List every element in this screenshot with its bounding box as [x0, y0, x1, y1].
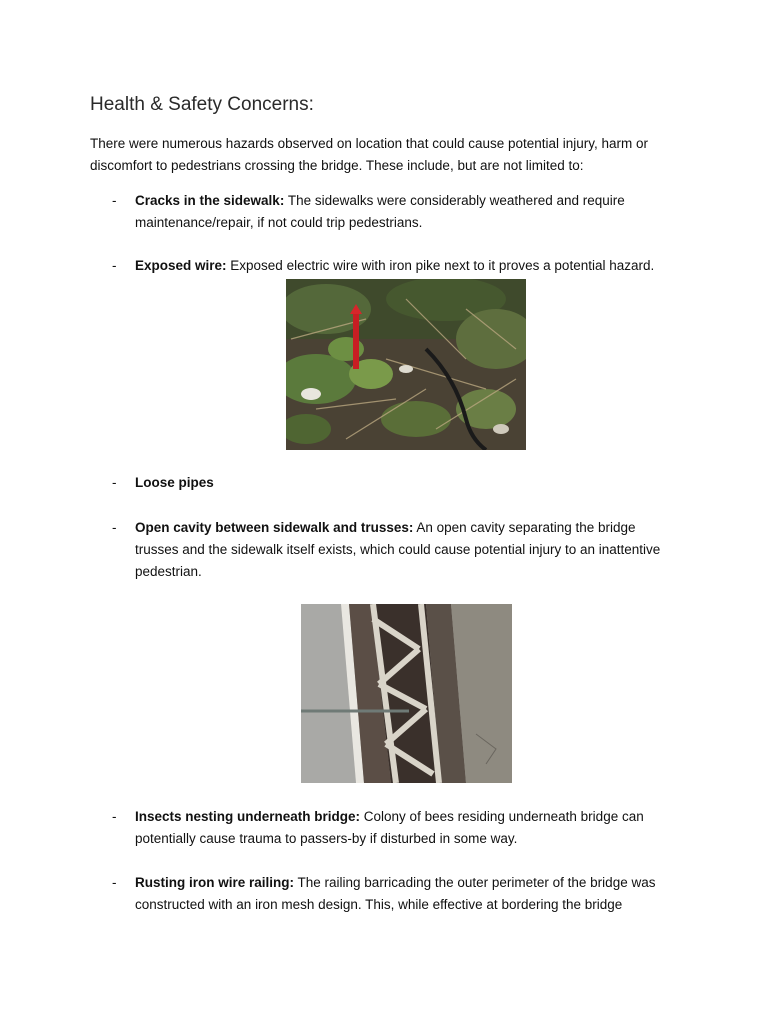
hazard-title: Exposed wire: [135, 258, 227, 273]
hazard-title: Cracks in the sidewalk: [135, 193, 285, 208]
hazard-item-loose-pipes [112, 472, 672, 494]
hazard-title: Rusting iron wire railing: [135, 875, 295, 890]
hazard-title: Loose pipes [135, 475, 214, 490]
hazard-item-open-cavity [112, 517, 672, 583]
hazard-item-cracks [112, 190, 672, 234]
hazard-item-rusting-railing [112, 872, 672, 916]
hazard-title: Insects nesting underneath bridge: [135, 809, 361, 824]
bullet-dash: - [112, 475, 117, 490]
intro-paragraph: There were numerous hazards observed on location that could cause potential injury, harm or discomfort to pedestrians crossing the bridge. These include, but are not limited to: [90, 136, 649, 173]
bridge-truss-photo [301, 604, 512, 783]
hazard-item-exposed-wire [112, 255, 712, 277]
bullet-dash: - [112, 258, 117, 273]
hazard-item-insects [112, 806, 672, 850]
hazard-title: Open cavity between sidewalk and trusses: [135, 520, 414, 535]
bullet-dash: - [112, 193, 117, 208]
bullet-dash: - [112, 520, 117, 535]
page-title: Health & Safety Concerns: [90, 94, 314, 115]
hazard-description: An open cavity separating the bridge trusses and the sidewalk itself exists, which could cause potential injury to an inattentive pedestrian. [135, 520, 661, 579]
hazard-description: Colony of bees residing underneath bridge can potentially cause trauma to passers-by if disturbed in some way. [135, 809, 644, 846]
bullet-dash: - [112, 875, 117, 890]
hazard-description: Exposed electric wire with iron pike next to it proves a potential hazard. [226, 258, 655, 273]
exposed-wire-photo [286, 279, 526, 450]
hazard-description: The railing barricading the outer perimeter of the bridge was constructed with an iron mesh design. This, while effective at bordering the bridge [135, 875, 656, 912]
bullet-dash: - [112, 809, 117, 824]
hazard-description: The sidewalks were considerably weathered and require maintenance/repair, if not could trip pedestrians. [135, 193, 625, 230]
